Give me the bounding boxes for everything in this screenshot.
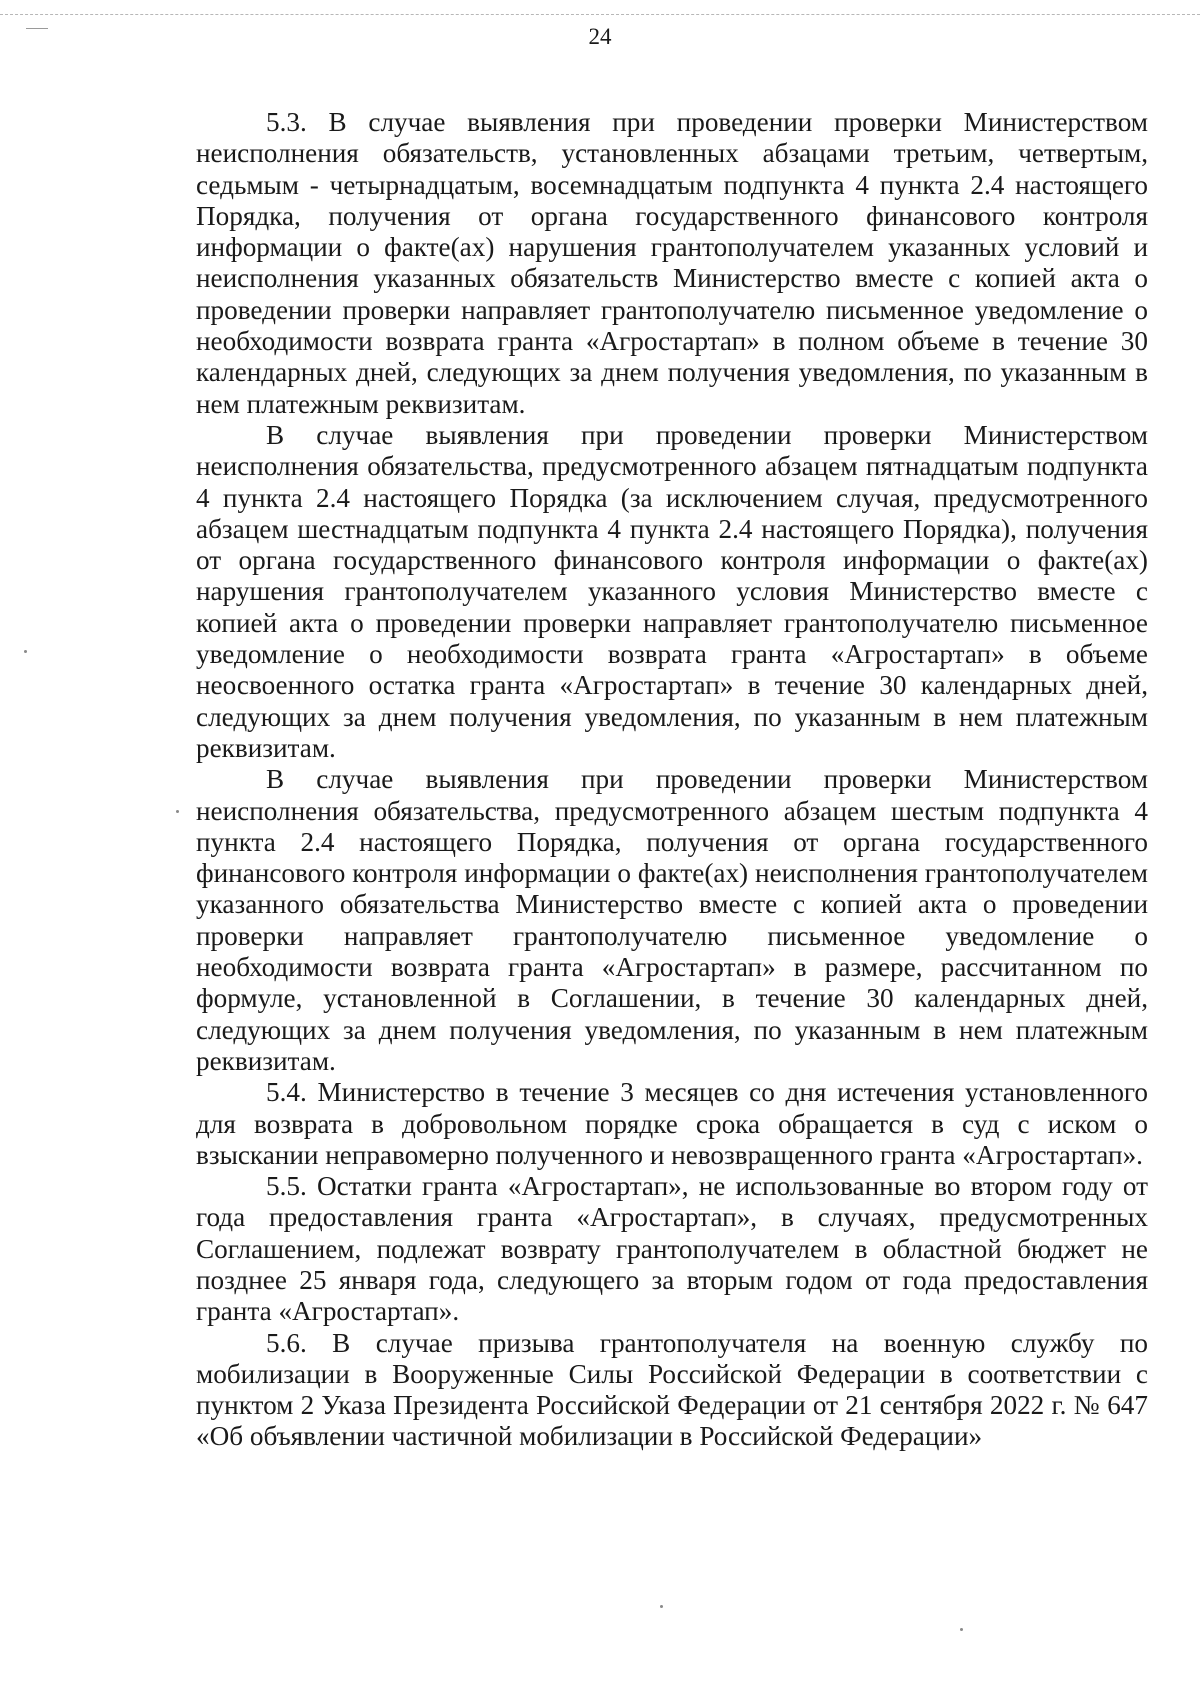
scan-edge-top	[0, 14, 1200, 15]
document-body	[196, 107, 1148, 1453]
paragraph-5-4: 5.4. Министерство в течение 3 месяцев со дня истечения установленного для возврата в добровольном порядке срока обращается в суд с иском о взыскании неправомерно полученного и невозвращенного гранта «Агростартап».	[196, 1077, 1148, 1170]
paragraph-5-3-second-case: В случае выявления при проведении проверки Министерством неисполнения обязательства, предусмотренного абзацем пятнадцатым подпункта 4 пункта 2.4 настоящего Порядка (за исключением случая, предусмотренного абзацем шестнадцатым подпункта 4 пункта 2.4 настоящего Порядка), получения от органа государственного финансового контроля информации о факте(ах) нарушения грантополучателем указанного условия Министерство вместе с копией акта о проведении проверки направляет грантополучателю письменное уведомление о необходимости возврата гранта «Агростартап» в объеме неосвоенного остатка гранта «Агростартап» в течение 30 календарных дней, следующих за днем получения уведомления, по указанным в нем платежным реквизитам.	[196, 419, 1148, 763]
paragraph-5-3: 5.3. В случае выявления при проведении проверки Министерством неисполнения обязательств, установленных абзацами третьим, четвертым, седьмым - четырнадцатым, восемнадцатым подпункта 4 пункта 2.4 настоящего Порядка, получения от органа государственного финансового контроля информации о факте(ах) нарушения грантополучателем указанных условий и неисполнения указанных обязательств Министерство вместе с копией акта о проведении проверки направляет грантополучателю письменное уведомление о необходимости возврата гранта «Агростартап» в полном объеме в течение 30 календарных дней, следующих за днем получения уведомления, по указанным в нем платежным реквизитам.	[196, 107, 1148, 419]
paragraph-5-6: 5.6. В случае призыва грантополучателя на военную службу по мобилизации в Вооруженные Силы Российской Федерации в соответствии с пунктом 2 Указа Президента Российской Федерации от 21 сентября 2022 г. № 647 «Об объявлении частичной мобилизации в Российской Федерации»	[196, 1327, 1148, 1452]
page-number: 24	[588, 24, 612, 49]
scan-speck	[24, 650, 27, 653]
scan-speck	[176, 810, 179, 813]
scan-speck	[660, 1605, 663, 1608]
paragraph-5-5: 5.5. Остатки гранта «Агростартап», не использованные во втором году от года предоставления гранта «Агростартап», в случаях, предусмотренных Соглашением, подлежат возврату грантополучателем в областной бюджет не позднее 25 января года, следующего за вторым годом от года предоставления гранта «Агростартап».	[196, 1171, 1148, 1327]
paragraph-5-3-third-case: В случае выявления при проведении проверки Министерством неисполнения обязательства, предусмотренного абзацем шестым подпункта 4 пункта 2.4 настоящего Порядка, получения от органа государственного финансового контроля информации о факте(ах) неисполнения грантополучателем указанного обязательства Министерство вместе с копией акта о проведении проверки направляет грантополучателю письменное уведомление о необходимости возврата гранта «Агростартап» в размере, рассчитанном по формуле, установленной в Соглашении, в течение 30 календарных дней, следующих за днем получения уведомления, по указанным в нем платежным реквизитам.	[196, 764, 1148, 1076]
scan-speck	[960, 1628, 963, 1631]
